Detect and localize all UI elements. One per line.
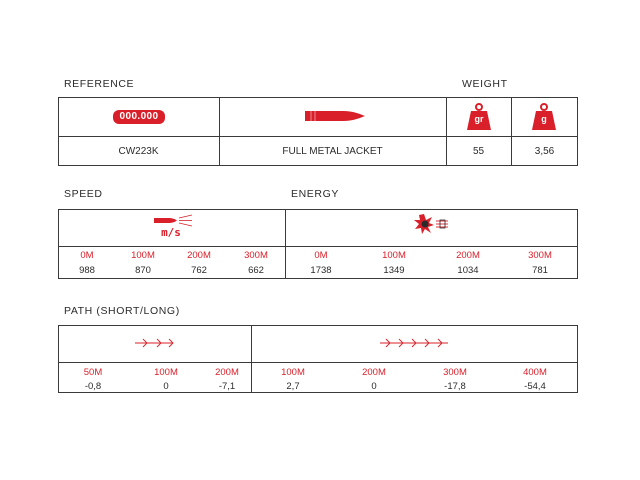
bullet-icon (305, 108, 365, 124)
path-short-value-1: 0 (163, 381, 169, 392)
path-short-value-2: -7,1 (218, 381, 236, 392)
path-long-value-2: -17,8 (444, 381, 466, 392)
energy-header-1: 100M (382, 250, 406, 261)
speed-unit: m/s (161, 226, 181, 239)
weight-label: WEIGHT (462, 78, 508, 90)
speed-label: SPEED (64, 188, 103, 200)
weight-grains: 55 (472, 146, 485, 157)
energy-value-3: 781 (532, 265, 548, 276)
reference-table-divider (58, 136, 578, 137)
energy-value-0: 1738 (310, 265, 332, 276)
energy-value-1: 1349 (383, 265, 405, 276)
weight-grams: 3,56 (534, 146, 555, 157)
speed-header-3: 300M (244, 250, 268, 261)
path-short-header-0: 50M (83, 367, 103, 378)
path-short-header-1: 100M (154, 367, 178, 378)
energy-impact-icon (414, 214, 450, 234)
weight-gr-icon-label: gr (474, 114, 484, 124)
path-label: PATH (SHORT/LONG) (64, 305, 180, 317)
reference-label: REFERENCE (64, 78, 135, 90)
path-short-value-0: -0,8 (84, 381, 102, 392)
reference-badge: 000.000 (113, 110, 165, 124)
speed-energy-divider (58, 246, 578, 247)
path-short-header-2: 200M (215, 367, 239, 378)
path-long-header-0: 100M (281, 367, 305, 378)
path-long-header-2: 300M (443, 367, 467, 378)
speed-value-0: 988 (79, 265, 95, 276)
energy-header-3: 300M (528, 250, 552, 261)
speed-value-2: 762 (191, 265, 207, 276)
path-long-header-1: 200M (362, 367, 386, 378)
energy-value-2: 1034 (457, 265, 479, 276)
bullet-type: FULL METAL JACKET (282, 146, 383, 157)
weight-g-icon-label: g (541, 114, 547, 124)
path-long-value-3: -54,4 (524, 381, 546, 392)
speed-header-2: 200M (187, 250, 211, 261)
speed-value-3: 662 (248, 265, 264, 276)
reference-code: CW223K (118, 146, 159, 157)
long-path-arrows-icon (380, 338, 450, 348)
short-path-arrows-icon (135, 338, 175, 348)
energy-header-2: 200M (456, 250, 480, 261)
path-table-divider (58, 362, 578, 363)
path-long-value-0: 2,7 (286, 381, 300, 392)
path-long-value-1: 0 (371, 381, 377, 392)
speed-header-1: 100M (131, 250, 155, 261)
energy-label: ENERGY (291, 188, 339, 200)
path-long-header-3: 400M (523, 367, 547, 378)
speed-value-1: 870 (135, 265, 151, 276)
energy-header-0: 0M (314, 250, 328, 261)
speed-header-0: 0M (80, 250, 94, 261)
